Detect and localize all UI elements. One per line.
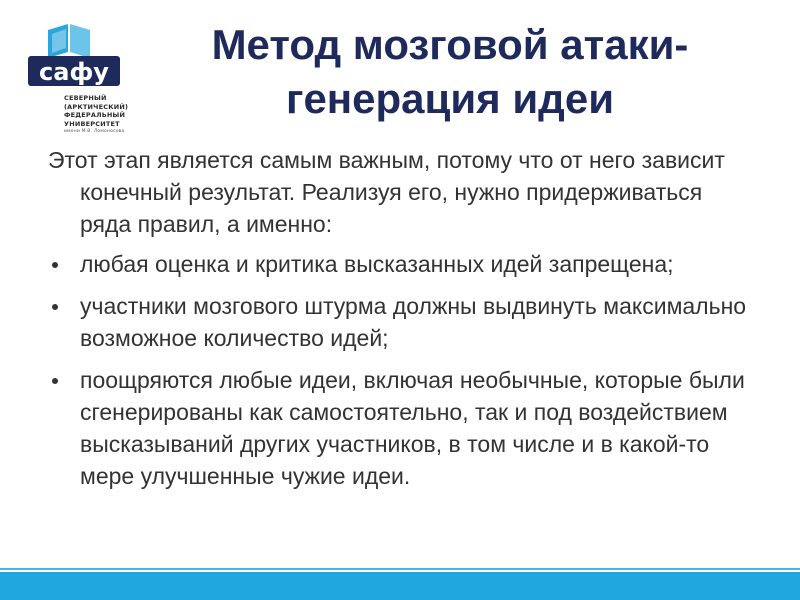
logo-text [64,94,129,135]
logo-mark-icon [28,22,120,88]
slide-body [48,144,748,502]
logo-wordmark: сафу [39,58,109,86]
logo-line: (АРКТИЧЕСКИЙ) [64,102,129,111]
title-line-1: Метод мозговой атаки- [211,21,689,68]
bullet-text: поощряются любые идеи, включая необычные, которые были сгенерированы как самостоятельно, так и под воздействием высказываний других участников, в том числе и в какой-то мере улучшенные чужие идеи. [80,367,745,489]
slide-title [130,18,770,126]
logo-line: СЕВЕРНЫЙ [64,94,107,102]
university-logo [28,22,129,152]
title-line-2: генерация идеи [285,75,615,122]
bullet-icon [52,378,58,384]
bottom-strip [0,568,800,600]
bullet-icon [52,262,58,268]
bullet-item [48,364,748,492]
bullet-item [48,290,748,354]
intro-paragraph: Этот этап является самым важным, потому что от него зависит конечный результат. Реализуя его, нужно придерживаться ряда правил, а именно: [48,147,725,237]
bullet-text: любая оценка и критика высказанных идей запрещена; [80,251,674,277]
bullet-item [48,248,748,280]
bullet-list [48,248,748,492]
logo-line: УНИВЕРСИТЕТ [64,119,120,128]
logo-line: ФЕДЕРАЛЬНЫЙ [64,111,126,119]
logo-line: имени М.В. Ломоносова [64,129,125,134]
bullet-text: участники мозгового штурма должны выдвинуть максимально возможное количество идей; [80,293,747,351]
bullet-icon [52,304,58,310]
